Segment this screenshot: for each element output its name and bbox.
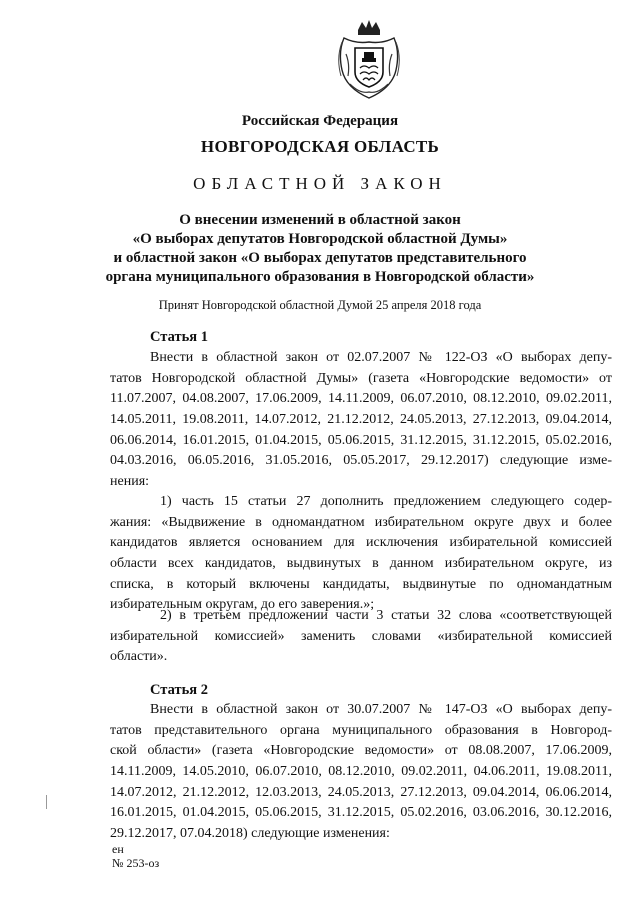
text-line: 14.11.2009, 14.05.2010, 06.07.2010, 08.12.2010, 09.02.2011, 04.06.2011, 19.08.2011, [110, 764, 612, 780]
adoption-note: Принят Новгородской областной Думой 25 апреля 2018 года [158, 298, 482, 312]
text-line: 2) в третьем предложении части 3 статьи 32 слова «соответствующей [160, 608, 612, 623]
text-line: списка, в который включены кандидаты, выдвинутые по одномандатным [110, 576, 612, 592]
article-1-intro [110, 348, 612, 493]
text-line: 14.07.2012, 21.12.2012, 12.03.2013, 24.05.2013, 27.12.2013, 09.04.2014, 06.06.2014, [110, 784, 612, 800]
text-line: кандидатов является основанием для исключения избирательной комиссией [110, 535, 612, 551]
text-line: 29.12.2017, 07.04.2018) следующие изменения: [110, 826, 390, 842]
country-name: Российская Федерация [241, 113, 399, 129]
text-line: избирательной комиссией» заменить словами «избирательной комиссией [110, 628, 612, 644]
text-line: 06.06.2014, 16.01.2015, 01.04.2015, 05.06.2015, 31.12.2015, 31.12.2015, 05.02.2016, [110, 432, 612, 448]
text-line: избирательным округам, до его заверения.»; [110, 597, 375, 613]
article-2-intro [110, 700, 612, 845]
footer-number: № 253-оз [112, 856, 160, 870]
text-line: 1) часть 15 статьи 27 дополнить предложением следующего содер- [160, 494, 612, 509]
article-2-heading: Статья 2 [150, 682, 208, 698]
article-1-item-1 [110, 492, 612, 616]
text-line: нения: [110, 474, 150, 490]
footer-initials: ен [112, 842, 124, 856]
text-line: 11.07.2007, 04.08.2007, 17.06.2009, 14.11.2009, 06.07.2010, 08.12.2010, 09.02.2011, [110, 391, 612, 407]
text-line: Внести в областной закон от 02.07.2007 № 122-ОЗ «О выборах депу- [150, 350, 612, 365]
text-line: 04.03.2016, 06.05.2016, 31.05.2016, 05.05.2017, 29.12.2017) следующие изме- [110, 453, 612, 469]
title-line: «О выборах депутатов Новгородской областной Думы» [132, 231, 508, 247]
title-line: и областной закон «О выборах депутатов представительного [113, 250, 527, 266]
text-line: жания: «Выдвижение в одномандатном избирательном округе двух и более [110, 514, 612, 530]
law-title [0, 211, 640, 287]
title-line: О внесении изменений в областной закон [179, 212, 461, 228]
text-line: области всех кандидатов, выдвинутых в данном избирательном округе, из [110, 556, 612, 572]
text-line: 14.05.2011, 19.08.2011, 14.07.2012, 21.12.2012, 24.05.2013, 27.12.2013, 09.04.2014, [110, 412, 612, 428]
coat-of-arms-emblem [336, 18, 402, 102]
article-1-item-2 [110, 606, 612, 668]
text-line: ской области» (газета «Новгородские ведомости» от 08.08.2007, 17.06.2009, [110, 743, 612, 759]
text-line: татов представительного органа муниципального образования в Новгород- [110, 722, 612, 738]
text-line: Внести в областной закон от 30.07.2007 № 147-ОЗ «О выборах депу- [150, 702, 612, 717]
text-line: 16.01.2015, 01.04.2015, 05.06.2015, 31.12.2015, 05.02.2016, 03.06.2016, 30.12.2016, [110, 805, 612, 821]
margin-mark [46, 795, 47, 809]
title-line: органа муниципального образования в Новгородской области» [105, 269, 535, 285]
law-type: ОБЛАСТНОЙ ЗАКОН [193, 174, 447, 193]
region-name: НОВГОРОДСКАЯ ОБЛАСТЬ [200, 137, 440, 156]
text-line: татов Новгородской областной Думы» (газета «Новгородские ведомости» от [110, 370, 612, 386]
article-1-heading: Статья 1 [150, 329, 208, 345]
text-line: области». [110, 649, 168, 665]
